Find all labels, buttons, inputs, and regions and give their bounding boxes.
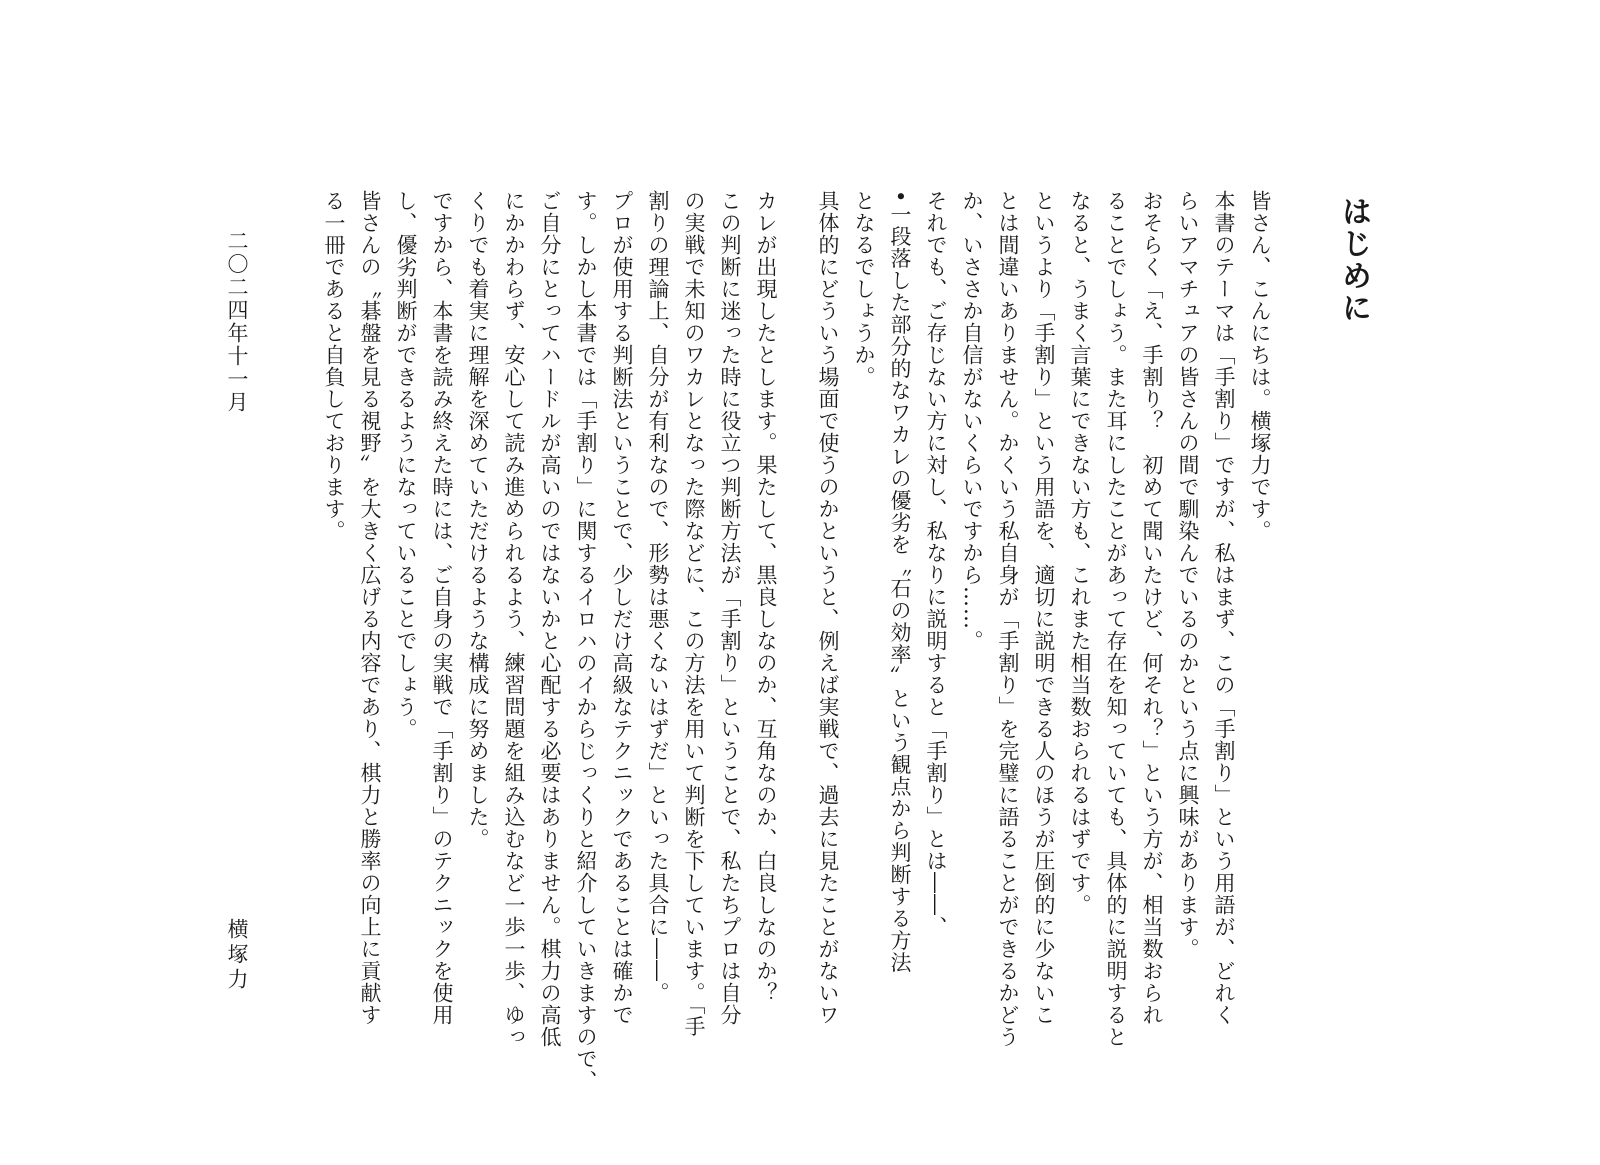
author-signature: 横塚力 xyxy=(225,918,249,993)
text-line: とは間違いありません。かくいう私自身が「手割り」を完璧に語ることができるかどう xyxy=(996,190,1020,1048)
text-line: 皆さん、こんにちは。横塚力です。 xyxy=(1248,190,1272,542)
text-line: ることでしょう。また耳にしたことがあって存在を知っていても、具体的に説明すると xyxy=(1104,190,1128,1048)
text-line: それでも、ご存じない方に対し、私なりに説明すると「手割り」とは――、 xyxy=(924,190,948,938)
text-line: •一段落した部分的なワカレの優劣を〝石の効率〟という観点から判断する方法 xyxy=(888,190,912,974)
text-line: の実戦で未知のワカレとなった際などに、この方法を用いて判断を下しています。「手 xyxy=(682,190,706,1038)
text-line: となるでしょうか。 xyxy=(852,190,876,388)
text-line: る一冊であると自負しております。 xyxy=(322,190,346,542)
text-line: らいアマチュアの皆さんの間で馴染んでいるのかという点に興味があります。 xyxy=(1176,190,1200,960)
text-line: くりでも着実に理解を深めていただけるような構成に努めました。 xyxy=(466,190,490,850)
date-line: 二〇二四年十一月 xyxy=(225,230,249,414)
text-line: す。しかし本書では「手割り」に関するイロハのイからじっくりと紹介していきますので、 xyxy=(574,190,598,1092)
text-line: ご自分にとってハードルが高いのではないかと心配する必要はありません。棋力の高低 xyxy=(538,190,562,1048)
text-line: にかかわらず、安心して読み進められるよう、練習問題を組み込むなど一歩一歩、ゆっ xyxy=(502,190,526,1048)
text-line: なると、うまく言葉にできない方も、これまた相当数おられるはずです。 xyxy=(1068,190,1092,916)
text-line: 割りの理論上、自分が有利なので、形勢は悪くないはずだ」といった具合に――。 xyxy=(646,190,670,1004)
text-line: 皆さんの〝碁盤を見る視野〟を大きく広げる内容であり、棋力と勝率の向上に貢献す xyxy=(358,190,382,1026)
text-line: ですから、本書を読み終えた時には、ご自身の実戦で「手割り」のテクニックを使用 xyxy=(430,190,454,1026)
body-text xyxy=(316,190,1278,1092)
text-line: し、優劣判断ができるようになっていることでしょう。 xyxy=(394,190,418,740)
text-line: 本書のテーマは「手割り」ですが、私はまず、この「手割り」という用語が、どれく xyxy=(1212,190,1236,1026)
text-line: というより「手割り」という用語を、適切に説明できる人のほうが圧倒的に少ないこ xyxy=(1032,190,1056,1026)
page-gap xyxy=(784,190,810,1010)
text-line: おそらく「え、手割り？ 初めて聞いたけど、何それ？」という方が、相当数おられ xyxy=(1140,190,1164,1026)
text-line: か、いささか自信がないくらいですから……。 xyxy=(960,190,984,652)
text-line: プロが使用する判断法ということで、少しだけ高級なテクニックであることは確かで xyxy=(610,190,634,1026)
text-line: 具体的にどういう場面で使うのかというと、例えば実戦で、過去に見たことがないワ xyxy=(816,190,840,1026)
text-line: カレが出現したとします。果たして、黒良しなのか、互角なのか、白良しなのか？ xyxy=(754,190,778,1004)
text-line: この判断に迷った時に役立つ判断方法が「手割り」ということで、私たちプロは自分 xyxy=(718,190,742,1026)
chapter-title: はじめに xyxy=(1336,196,1371,324)
